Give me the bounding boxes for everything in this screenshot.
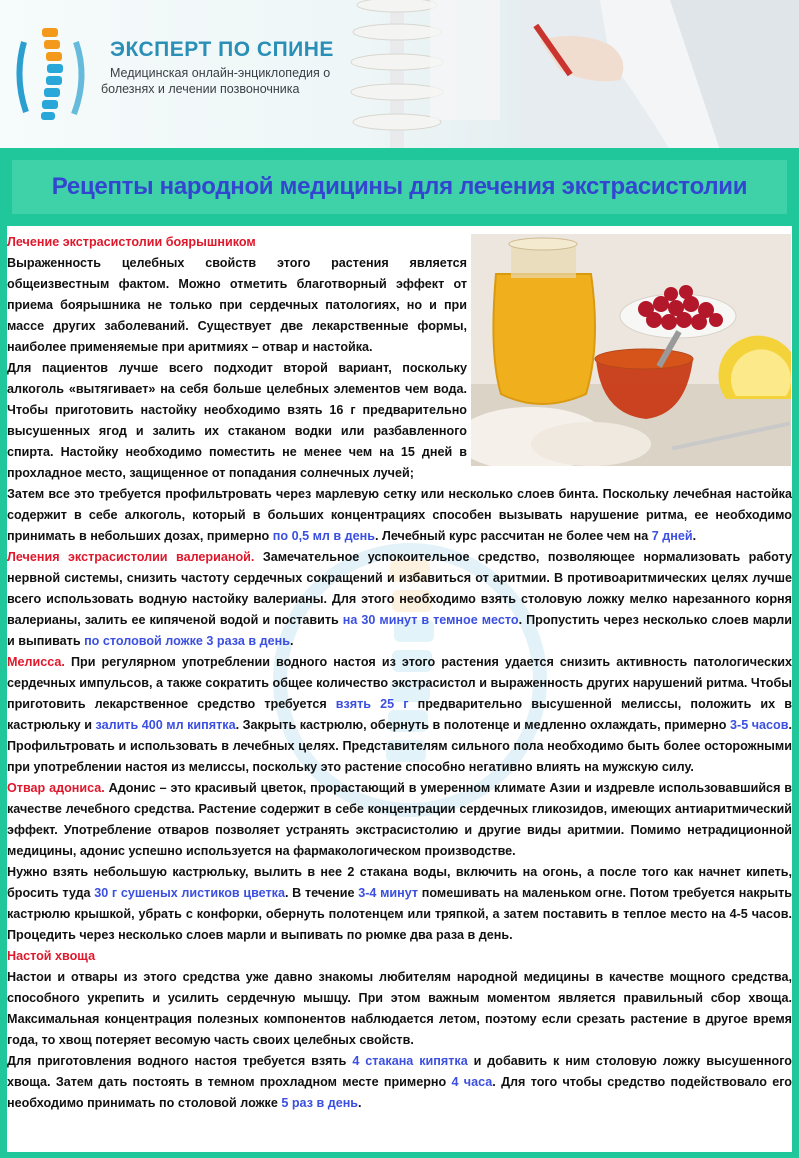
left-border — [0, 148, 7, 1158]
horsetail-paragraph-2 — [7, 1051, 792, 1114]
text-segment: . Для того чтобы средство подействовало его необходимо принимать по столовой ложке — [7, 1075, 793, 1110]
text-segment: Затем все это требуется профильтровать через марлевую сетку или несколько слоев бинта. Поскольку лечебная настойка содержит в себе алкоголь, который в больших концентрациях способен вызывать нарушение ритма, ее необходимо принимать в небольших дозах, примерно — [7, 487, 792, 543]
text-segment: . — [692, 529, 697, 543]
hawthorn-paragraph-2: Для пациентов лучше всего подходит второй вариант, поскольку алкоголь «вытягивает» на себя больше целебных элементов чем вода. Чтобы приготовить настойку необходимо взять 16 г предварительно высушенных ягод и залить их стаканом водки или разбавленного спирта. Настойку необходимо поместить не менее чем на 15 дней в прохладное место, защищенное от попадания солнечных лучей; — [7, 361, 467, 480]
text-segment: . Пропустить через несколько слоев марли и выпивать — [7, 613, 792, 648]
logo-subtitle-line-2: болезнях и лечении позвоночника — [101, 82, 300, 96]
text-segment: Нужно взять небольшую кастрюльку, вылить в нее 2 стакана воды, включить на огонь, а после того как начнет кипеть, бросить туда — [7, 865, 792, 900]
page-title: Рецепты народной медицины для лечения экстрасистолии — [51, 173, 748, 200]
melissa-amount-highlight: взять 25 г — [335, 697, 409, 711]
text-segment: . В течение — [284, 886, 359, 900]
hawthorn-paragraph-1: Выраженность целебных свойств этого растения является общеизвестным фактом. Можно отметить благотворный эффект от приема боярышника не только при сердечных патологиях, но и при массе других заболеваний. Существует две лекарственные формы, наиболее применяемые при аритмиях – отвар и настойка. — [7, 256, 467, 354]
text-segment: . — [289, 634, 294, 648]
spine-illustration — [330, 0, 510, 150]
hawthorn-heading: Лечение экстрасистолии боярышником — [7, 235, 256, 249]
spine-logo-icon — [14, 22, 94, 132]
title-panel — [12, 160, 787, 214]
duration-highlight: 7 дней — [651, 529, 693, 543]
valerian-time-highlight: на 30 минут в темное место — [342, 613, 519, 627]
text-segment: . Лечебный курс рассчитан не более чем на — [374, 529, 652, 543]
adonis-paragraph-1 — [7, 778, 792, 862]
valerian-heading: Лечения экстрасистолии валерианой. — [7, 550, 255, 564]
text-segment: предварительно высушенной мелиссы, положить их в кастрюльку и — [7, 697, 792, 732]
right-border — [792, 148, 799, 1158]
adonis-time-highlight: 3-4 минут — [358, 886, 419, 900]
dose-highlight: по 0,5 мл в день — [272, 529, 375, 543]
title-bar — [0, 148, 799, 226]
adonis-amount-highlight: 30 г сушеных листиков цветка — [94, 886, 285, 900]
text-segment: Замечательное успокоительное средство, позволяющее нормализовать работу нервной системы, снизить частоту сердечных сокращений и избавиться от аритмии. В противоаритмических целях лучше всего использовать водную настойку валерианы. Для этого необходимо взять столовую ложку мелко нарезанного корня валерианы, залить ее кипяченой водой и поставить — [7, 550, 792, 627]
melissa-water-highlight: залить 400 мл кипятка — [95, 718, 236, 732]
text-segment: помешивать на маленьком огне. Потом требуется накрыть кастрюлю крышкой, убрать с конфорки, обернуть полотенцем или тряпкой, а затем поставить в теплое место на 4-5 часов. Процедить через несколько слоев марли и выпивать по рюмке два раза в день. — [7, 886, 792, 942]
horsetail-paragraph-1: Настои и отвары из этого средства уже давно знакомы любителям народной медицины в качестве мощного средства, способного укрепить и усилить сердечную мышцу. При этом важным моментом является правильный сбор хвоща. Максимальная концентрация полезных компонентов наблюдается летом, поэтому если срезать растение в другое время года, то хвощ потеряет весомую часть своих целебных свойств. — [7, 970, 792, 1047]
doctor-hand-illustration — [520, 0, 799, 150]
hawthorn-paragraph-3 — [7, 484, 792, 547]
valerian-dose-highlight: по столовой ложке 3 раза в день — [84, 634, 290, 648]
melissa-paragraph — [7, 652, 792, 778]
text-segment: . Закрыть кастрюлю, обернуть в полотенце и медленно охлаждать, примерно — [235, 718, 730, 732]
hawthorn-intro-column — [7, 232, 467, 484]
header-banner — [0, 0, 799, 150]
text-segment: Для приготовления водного настоя требуется взять — [7, 1054, 353, 1068]
logo-title: ЭКСПЕРТ ПО СПИНЕ — [110, 38, 334, 61]
text-segment: . Профильтровать и использовать в лечебных целях. Представителям сильного пола необходимо быть более осторожными при употреблении настоя из мелиссы, поскольку это растение способно негативно влиять на мужскую силу. — [7, 718, 792, 774]
horsetail-time-highlight: 4 часа — [451, 1075, 493, 1089]
text-segment: Адонис – это красивый цветок, прорастающий в умеренном климате Азии и издревле использовавшийся в качестве лечебного средства. Растение содержит в себе концентрации сердечных гликозидов, имеющих антиаритмический эффект. Употребление отваров позволяет устранять экстрасистолию и другие виды аритмии. Помимо нетрадиционной медицины, адонис успешно используется на фармакологическом производстве. — [7, 781, 793, 858]
melissa-heading: Мелисса. — [7, 655, 65, 669]
adonis-heading: Отвар адониса. — [7, 781, 105, 795]
horsetail-dose-highlight: 5 раз в день — [281, 1096, 359, 1110]
logo-subtitle-line-1: Медицинская онлайн-энциклопедия о — [110, 66, 331, 80]
valerian-paragraph — [7, 547, 792, 652]
article-content — [7, 232, 792, 1114]
melissa-time-highlight: 3-5 часов — [730, 718, 789, 732]
text-segment: . — [358, 1096, 362, 1110]
horsetail-heading: Настой хвоща — [7, 949, 96, 963]
adonis-paragraph-2 — [7, 862, 792, 946]
bottom-border — [0, 1152, 799, 1158]
text-segment: При регулярном употреблении водного настоя из этого растения удается снизить активность патологических сердечных импульсов, а также сократить общее количество экстрасистол и выраженность других нарушений ритма. Чтобы приготовить лекарственное средство требуется — [7, 655, 792, 711]
horsetail-water-highlight: 4 стакана кипятка — [352, 1054, 468, 1068]
text-segment: и добавить к ним столовую ложку высушенного хвоща. Затем дать постоять в темном прохладном месте примерно — [7, 1054, 792, 1089]
